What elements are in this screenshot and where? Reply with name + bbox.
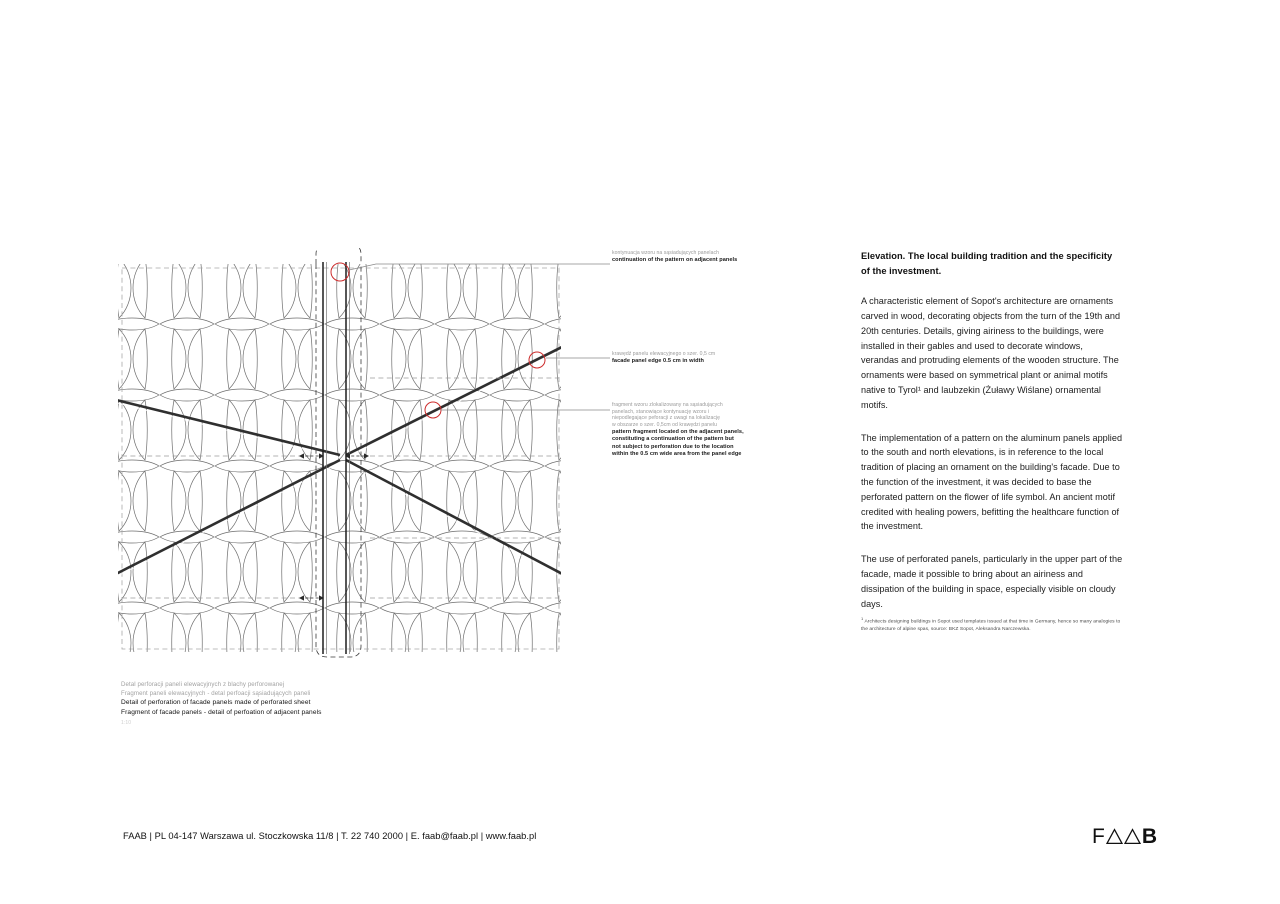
annotation-panel-edge-en: facade panel edge 0.5 cm in width	[612, 357, 704, 364]
annotation-panel-edge-pl: krawędź panelu elewacyjnego o szer. 0,5 cm	[612, 351, 716, 357]
annotation-fragment-pl-3: niepodlegające peforacji z uwagi na lokalizację	[612, 415, 721, 422]
caption-pl-line-2: Fragment paneli elewacyjnych - detal perfoacji sąsiadujących paneli	[121, 690, 311, 698]
drawing-caption	[121, 680, 451, 728]
footnote-text: Architects designing buildings in Sopot used templates issued at that time in Germany, hence so many analogies to the architecture of alpine spas, source: BKZ Sopot, Aleksandra Narczewska.	[861, 619, 1121, 633]
annotation-fragment-en-1: pattern fragment located on the adjacent panels,	[612, 428, 744, 435]
annotation-fragment-en-4: within the 0.5 cm wide area from the panel edge	[612, 451, 742, 457]
annotation-fragment	[612, 402, 772, 458]
caption-en-line-1: Detail of perforation of facade panels made of perforated sheet	[121, 699, 311, 707]
logo-triangle-icon-1	[1106, 828, 1123, 845]
logo-letter-b: B	[1141, 824, 1157, 848]
horizontal-guide-lines	[122, 378, 559, 598]
logo-triangle-icon-2	[1124, 828, 1141, 845]
annotation-panel-edge	[612, 351, 772, 365]
annotation-continuation	[612, 250, 772, 264]
description-text-column	[861, 249, 1123, 630]
paragraph-3: The use of perforated panels, particularly in the upper part of the facade, made it possible to bring about an airiness and dissipation of the building in space, especially visible on cloudy days.	[861, 554, 1123, 609]
annotation-fragment-en-2: constituting a continuation of the pattern but	[612, 436, 734, 443]
paragraph-2: The implementation of a pattern on the aluminum panels applied to the south and north elevations, is in reference to the local tradition of placing an ornament on the building's facade. Due to the function of the investment, it was decided to base the perforated pattern on the flower of life symbol. An ancient motif credited with healing powers, befitting the healthcare function of the investment.	[861, 432, 1123, 532]
annotation-continuation-pl: kontynuacja wzoru na sąsiadujących panelach	[612, 250, 719, 256]
paragraph-1: A characteristic element of Sopot's architecture are ornaments carved in wood, decorating objects from the turn of the 19th and 20th centuries. Details, giving airiness to the buildings, were installed in their gables and used to decorate windows, verandas and protruding elements of the wooden structure. The ornaments were based on symmetrical plant or animal motifs native to Tyrol¹ and laubzekin (Żuławy Wiślane) ornamental motifs.	[861, 296, 1121, 410]
central-panel-joint	[316, 248, 361, 657]
footer-contact-line: FAAB | PL 04-147 Warszawa ul. Stoczkowska 11/8 | T. 22 740 2000 | E. faab@faab.pl | www.faab.pl	[123, 831, 537, 841]
caption-scale: 1:10	[121, 720, 132, 727]
faab-logo	[1092, 824, 1157, 848]
caption-pl-line-1: Detal perforacji paneli elewacyjnych z blachy perforowanej	[121, 681, 285, 688]
diagonal-structure-lines	[118, 343, 570, 581]
callout-circles	[331, 263, 545, 418]
footnote-marker: 1	[861, 616, 864, 621]
annotation-fragment-pl-4: w obszarze o szer. 0,5cm od krawędzi panelu	[612, 422, 717, 429]
section-heading: Elevation. The local building tradition and the specificity of the investment.	[861, 251, 1113, 277]
annotation-continuation-en: continuation of the pattern on adjacent panels	[612, 256, 738, 263]
annotation-fragment-pl-1: fragment wzoru zlokalizowany na sąsiadujących	[612, 402, 723, 408]
annotation-fragment-pl-2: panelach, stanowiące kontynuację wzoru i	[612, 408, 710, 415]
logo-letter-f: F	[1092, 824, 1105, 848]
annotation-fragment-en-3: not subject to perforation due to the location	[612, 443, 734, 450]
caption-en-line-2: Fragment of facade panels - detail of perfoation of adjacent panels	[121, 709, 322, 717]
footnote	[861, 616, 1125, 634]
